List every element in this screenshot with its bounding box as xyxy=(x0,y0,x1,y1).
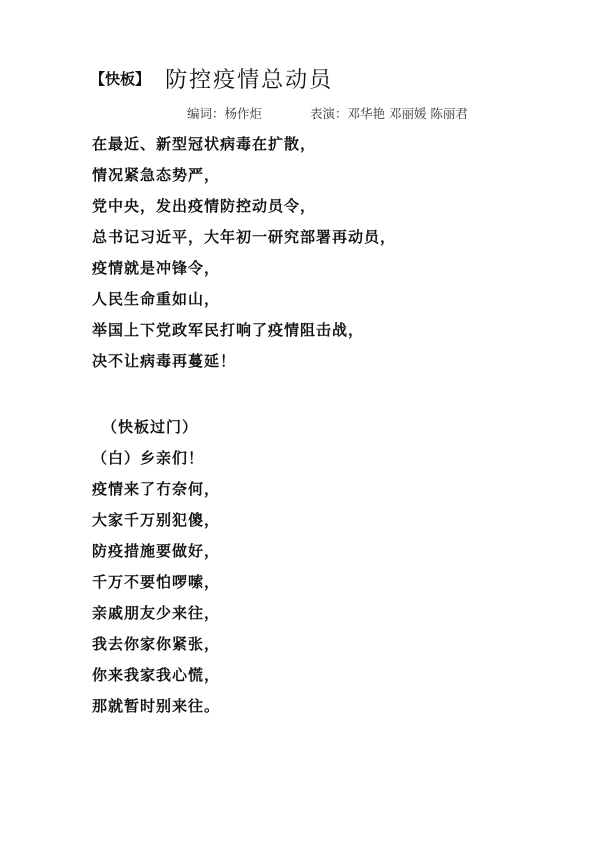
lyric-line: 人民生命重如山， xyxy=(92,290,221,308)
lyric-line: 党中央，发出疫情防控动员令， xyxy=(92,197,317,215)
lyric-line: 那就暂时别来往。 xyxy=(92,697,221,715)
lyric-line: 我去你家你紧张， xyxy=(92,635,221,653)
lyric-line: 决不让病毒再蔓延！ xyxy=(92,352,237,370)
verse-2 xyxy=(92,412,220,722)
title-row xyxy=(90,63,333,97)
lyric-line: 疫情来了冇奈何， xyxy=(92,480,221,498)
genre-tag: 【快板】 xyxy=(90,70,151,88)
lyric-line: 大家千万别犯傻， xyxy=(92,511,221,529)
page-title: 防控疫情总动员 xyxy=(165,68,334,93)
credits-line xyxy=(187,104,468,122)
lyric-line: 你来我家我心慌， xyxy=(92,666,221,684)
lyric-line: 疫情就是冲锋令， xyxy=(92,259,221,277)
lyric-line: 情况紧急态势严， xyxy=(92,166,221,184)
lyric-line: 亲戚朋友少来往， xyxy=(92,604,221,622)
lyric-line: 总书记习近平，大年初一研究部署再动员， xyxy=(92,228,397,246)
lyric-line: 防疫措施要做好， xyxy=(92,542,221,560)
lyric-line: 举国上下党政军民打响了疫情阻击战， xyxy=(92,321,365,339)
lyric-line: 在最近、新型冠状病毒在扩散， xyxy=(92,135,317,153)
lyricist-credit: 编词：杨作炬 xyxy=(187,106,263,121)
lyric-line: 千万不要怕啰嗦， xyxy=(92,573,221,591)
spoken-line: （白）乡亲们！ xyxy=(92,449,205,467)
verse-1 xyxy=(92,129,396,377)
stage-direction: （快板过门） xyxy=(102,418,199,436)
performers-credit: 表演：邓华艳 邓丽媛 陈丽君 xyxy=(309,106,468,121)
